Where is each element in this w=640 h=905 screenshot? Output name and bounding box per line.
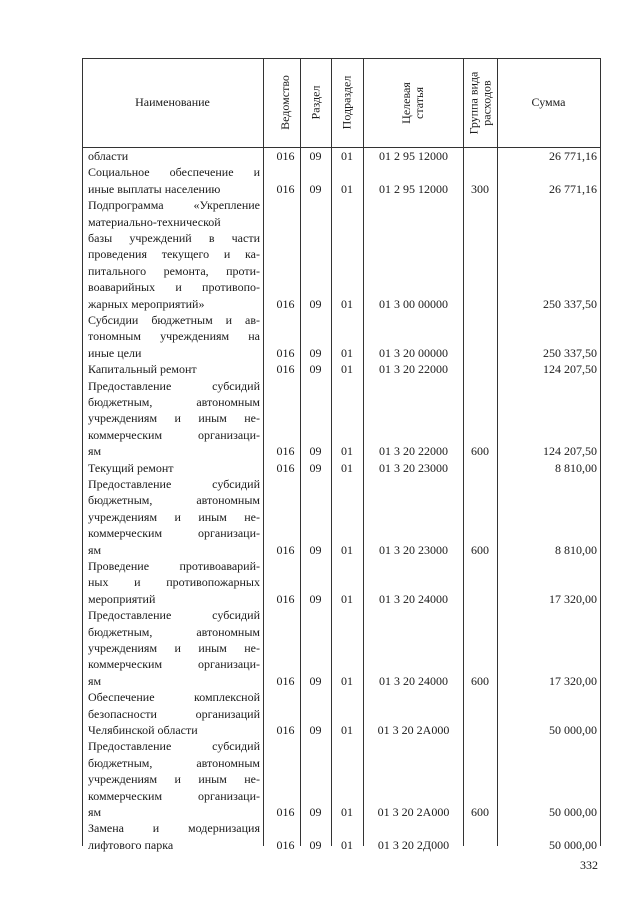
- row-razdel: 09: [309, 673, 322, 688]
- row-name-line: воаварийных и противопо-: [88, 280, 260, 295]
- row-celevaya: 01 3 00 00000: [379, 296, 448, 311]
- row-name: [88, 689, 260, 738]
- row-ved: 016: [276, 673, 295, 688]
- row-podrazdel: 01: [341, 804, 353, 819]
- row-razdel: 09: [309, 722, 322, 737]
- header-celevaya-line2: статья: [411, 86, 426, 119]
- table-row: [82, 607, 601, 689]
- row-podrazdel: 01: [341, 296, 353, 311]
- header-razdel-label: Раздел: [308, 85, 323, 120]
- row-name-line: Социальное обеспечение и: [88, 165, 260, 180]
- row-ved: 016: [276, 149, 295, 163]
- row-name-line: бюджетным, автономным: [88, 624, 260, 639]
- row-gruppa: 600: [471, 673, 489, 688]
- row-razdel: 09: [309, 542, 322, 557]
- row-name-line: коммерческим организаци-: [88, 526, 260, 541]
- row-celevaya: 01 3 20 2А000: [377, 804, 450, 819]
- row-name-line: Текущий ремонт: [88, 460, 174, 475]
- row-name-line: бюджетным, автономным: [88, 493, 260, 508]
- row-summa: 50 000,00: [549, 804, 597, 819]
- row-name-line: учреждениям и иным не-: [88, 640, 260, 655]
- row-name-line: ям: [88, 542, 102, 557]
- row-name-line: ям: [88, 444, 102, 459]
- row-summa: 8 810,00: [555, 542, 597, 557]
- row-name-line: ных и противопожарных: [88, 575, 260, 590]
- row-name: [88, 361, 260, 377]
- row-name-line: базы учреждений в части: [88, 230, 260, 245]
- row-podrazdel: 01: [341, 345, 353, 360]
- row-name: [88, 164, 260, 197]
- row-celevaya: 01 3 20 24000: [379, 673, 448, 688]
- header-ved: [271, 58, 300, 147]
- row-name-line: Предоставление субсидий: [88, 378, 260, 393]
- row-name-line: лифтового парка: [88, 837, 174, 852]
- row-name: [88, 148, 260, 164]
- row-name-line: Подпрограмма «Укрепление: [88, 198, 260, 213]
- row-summa: 124 207,50: [543, 444, 597, 459]
- header-gruppa-line2: расходов: [479, 79, 493, 126]
- row-name: [88, 738, 260, 820]
- row-name-line: материально-технической: [88, 214, 221, 229]
- row-summa: 250 337,50: [543, 296, 597, 311]
- row-name-line: учреждениям и иным не-: [88, 509, 260, 524]
- row-name: [88, 197, 260, 312]
- row-name-line: Проведение противоаварий-: [88, 559, 260, 573]
- row-razdel: 09: [309, 460, 322, 475]
- table-row: [82, 197, 601, 312]
- row-name-line: бюджетным, автономным: [88, 755, 260, 770]
- row-ved: 016: [276, 837, 295, 852]
- row-celevaya: 01 3 20 2Д000: [377, 837, 450, 852]
- row-summa: 26 771,16: [549, 181, 597, 196]
- table-row: [82, 689, 601, 738]
- row-gruppa: 300: [471, 181, 489, 196]
- row-podrazdel: 01: [341, 181, 353, 196]
- row-name-line: ям: [88, 673, 102, 688]
- row-podrazdel: 01: [341, 149, 353, 163]
- row-ved: 016: [276, 296, 295, 311]
- row-name: [88, 378, 260, 460]
- header-ved-label: Ведомство: [278, 75, 293, 130]
- row-celevaya: 01 3 20 23000: [379, 460, 448, 475]
- table-row: [82, 476, 601, 558]
- row-razdel: 09: [309, 345, 322, 360]
- row-gruppa: 600: [471, 542, 489, 557]
- header-gruppa-line1: Группа вида: [466, 71, 480, 134]
- row-name-line: коммерческим организаци-: [88, 788, 260, 803]
- row-razdel: 09: [309, 181, 322, 196]
- row-podrazdel: 01: [341, 460, 353, 475]
- row-gruppa: 600: [471, 444, 489, 459]
- header-celevaya-line1: Целевая: [398, 81, 413, 124]
- row-summa: 17 320,00: [549, 591, 597, 606]
- row-celevaya: 01 3 20 22000: [379, 444, 448, 459]
- row-summa: 124 207,50: [543, 362, 597, 377]
- row-razdel: 09: [309, 591, 322, 606]
- table-row: [82, 164, 601, 197]
- row-podrazdel: 01: [341, 542, 353, 557]
- row-podrazdel: 01: [341, 444, 353, 459]
- header-celevaya: [363, 58, 463, 147]
- row-ved: 016: [276, 542, 295, 557]
- header-celevaya-label: [400, 82, 426, 124]
- row-name-line: учреждениям и иным не-: [88, 772, 260, 787]
- row-name: [88, 558, 260, 607]
- table-row: [82, 738, 601, 820]
- row-celevaya: 01 3 20 23000: [379, 542, 448, 557]
- row-name-line: иные цели: [88, 345, 142, 360]
- table-row: [82, 558, 601, 607]
- row-podrazdel: 01: [341, 362, 353, 377]
- header-name: [82, 58, 263, 147]
- row-name-line: коммерческим организаци-: [88, 657, 260, 672]
- row-summa: 17 320,00: [549, 673, 597, 688]
- row-celevaya: 01 2 95 12000: [379, 149, 448, 163]
- row-name-line: Челябинской области: [88, 722, 198, 737]
- row-ved: 016: [276, 362, 295, 377]
- row-summa: 50 000,00: [549, 722, 597, 737]
- row-gruppa: 600: [471, 804, 489, 819]
- row-ved: 016: [276, 722, 295, 737]
- header-gruppa-label: [467, 71, 493, 134]
- row-name-line: бюджетным, автономным: [88, 394, 260, 409]
- row-name-line: проведения текущего и ка-: [88, 247, 260, 262]
- table-row: [82, 312, 601, 361]
- row-podrazdel: 01: [341, 722, 353, 737]
- table-row: [82, 148, 601, 164]
- table-row: [82, 460, 601, 476]
- row-name-line: учреждениям и иным не-: [88, 411, 260, 426]
- row-name-line: Замена и модернизация: [88, 821, 260, 836]
- table-row: [82, 361, 601, 377]
- row-ved: 016: [276, 345, 295, 360]
- row-summa: 8 810,00: [555, 460, 597, 475]
- row-podrazdel: 01: [341, 837, 353, 852]
- row-name: [88, 460, 260, 476]
- header-gruppa: [463, 58, 497, 147]
- row-razdel: 09: [309, 149, 322, 163]
- header-summa: [497, 58, 600, 147]
- row-name-line: Предоставление субсидий: [88, 477, 260, 491]
- row-podrazdel: 01: [341, 591, 353, 606]
- row-razdel: 09: [309, 362, 322, 377]
- row-name: [88, 476, 260, 558]
- row-summa: 250 337,50: [543, 345, 597, 360]
- row-name-line: безопасности организаций: [88, 706, 260, 721]
- row-name-line: иные выплаты населению: [88, 181, 221, 196]
- row-name-line: Капитальный ремонт: [88, 362, 197, 377]
- row-celevaya: 01 2 95 12000: [379, 181, 448, 196]
- budget-table: [82, 58, 601, 852]
- row-name-line: Предоставление субсидий: [88, 739, 260, 754]
- row-ved: 016: [276, 444, 295, 459]
- row-razdel: 09: [309, 296, 322, 311]
- header-summa-label: Сумма: [531, 95, 566, 109]
- row-name-line: питального ремонта, проти-: [88, 263, 260, 278]
- header-razdel: [300, 58, 331, 147]
- row-podrazdel: 01: [341, 673, 353, 688]
- row-celevaya: 01 3 20 22000: [379, 362, 448, 377]
- row-name-line: жарных мероприятий»: [88, 296, 205, 311]
- row-ved: 016: [276, 460, 295, 475]
- row-ved: 016: [276, 181, 295, 196]
- row-name-line: области: [88, 149, 129, 163]
- row-ved: 016: [276, 591, 295, 606]
- row-name-line: коммерческим организаци-: [88, 427, 260, 442]
- header-podrazdel-label: Подраздел: [339, 75, 354, 130]
- row-summa: 50 000,00: [549, 837, 597, 852]
- row-name-line: тономным учреждениям на: [88, 329, 260, 344]
- row-name: [88, 607, 260, 689]
- row-name-line: Предоставление субсидий: [88, 608, 260, 623]
- row-name-line: мероприятий: [88, 591, 156, 606]
- row-name-line: Субсидии бюджетным и ав-: [88, 313, 260, 327]
- row-razdel: 09: [309, 837, 322, 852]
- row-celevaya: 01 3 20 00000: [379, 345, 448, 360]
- table-row: [82, 378, 601, 460]
- header-podrazdel: [331, 58, 363, 147]
- row-name: [88, 312, 260, 361]
- row-name-line: ям: [88, 804, 102, 819]
- row-summa: 26 771,16: [549, 149, 597, 163]
- row-celevaya: 01 3 20 2А000: [377, 722, 450, 737]
- page-number: 332: [580, 858, 598, 872]
- table-row: [82, 820, 601, 853]
- row-name: [88, 820, 260, 853]
- header-name-label: Наименование: [135, 95, 210, 109]
- row-razdel: 09: [309, 444, 322, 459]
- row-razdel: 09: [309, 804, 322, 819]
- row-ved: 016: [276, 804, 295, 819]
- row-celevaya: 01 3 20 24000: [379, 591, 448, 606]
- row-name-line: Обеспечение комплексной: [88, 690, 260, 705]
